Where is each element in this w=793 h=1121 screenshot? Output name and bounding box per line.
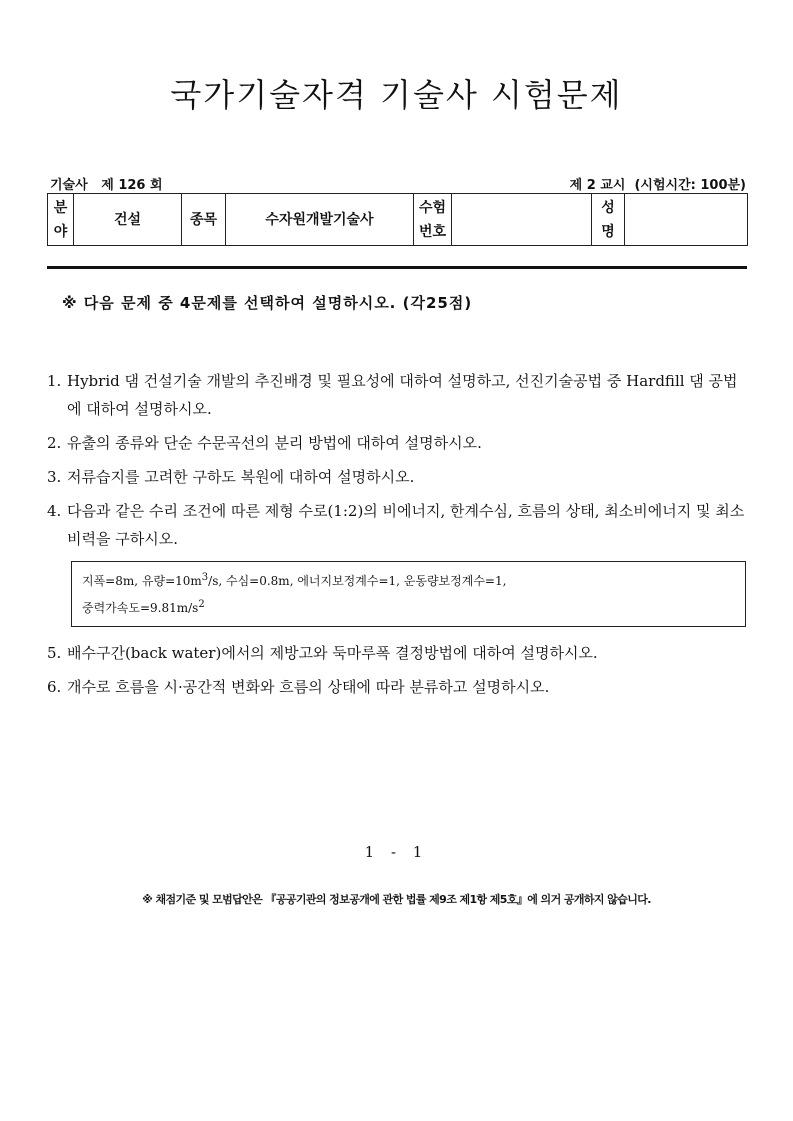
- question-number: 1.: [47, 372, 62, 390]
- question-text: 저류습지를 고려한 구하도 복원에 대하여 설명하시오.: [67, 468, 415, 486]
- question-text: 다음과 같은 수리 조건에 따른 제형 수로(1:2)의 비에너지, 한계수심, 흐름의 상태, 최소비에너지 및 최소비력을 구하시오.: [67, 502, 745, 548]
- question-number: 2.: [47, 434, 62, 452]
- header-divider: [47, 266, 747, 269]
- name-label-bottom: 명: [601, 223, 615, 240]
- question-item: [47, 673, 752, 701]
- question-text: 유출의 종류와 단순 수문곡선의 분리 방법에 대하여 설명하시오.: [67, 434, 482, 452]
- field-label-cell: [48, 194, 74, 246]
- field-value: 건설: [74, 194, 182, 246]
- name-field[interactable]: [625, 194, 748, 246]
- question-item: [47, 429, 752, 457]
- question-list: [47, 367, 752, 707]
- question-item: [47, 639, 752, 667]
- question-number: 5.: [47, 644, 62, 662]
- question-number: 4.: [47, 502, 62, 520]
- name-label-cell: [592, 194, 625, 246]
- field-label-bottom: 야: [53, 223, 68, 240]
- exam-round: 기술사 제 126 회: [50, 178, 163, 193]
- given-line-1: 지폭=8m, 유량$=10m^3/s$, 수심=0.8m, 에너지보정계수=1, 운동량보정계수=1,: [82, 572, 507, 588]
- exam-number-label-top: 수험: [418, 199, 447, 216]
- question-item: [47, 367, 752, 423]
- question-text: Hybrid 댐 건설기술 개발의 추진배경 및 필요성에 대하여 설명하고, 선진기술공법 중 Hardfill 댐 공법에 대하여 설명하시오.: [67, 372, 738, 418]
- exam-info-table: [47, 193, 748, 246]
- exam-session: 제 2 교시 (시험시간: 100분): [569, 178, 746, 193]
- footnote: ※ 채점기준 및 모범답안은 『공공기관의 정보공개에 관한 법률 제9조 제1항 제5호』에 의거 공개하지 않습니다.: [142, 893, 651, 906]
- exam-number-label-cell: [414, 194, 452, 246]
- question-number: 6.: [47, 678, 62, 696]
- question-number: 3.: [47, 468, 62, 486]
- category-label: 종목: [182, 194, 226, 246]
- field-label-top: 분: [53, 199, 68, 216]
- question-text: 개수로 흐름을 시·공간적 변화와 흐름의 상태에 따라 분류하고 설명하시오.: [67, 678, 550, 696]
- page-number: 1 - 1: [364, 843, 429, 861]
- category-value: 수자원개발기술사: [226, 194, 414, 246]
- exam-number-field[interactable]: [452, 194, 592, 246]
- name-label-top: 성: [601, 199, 615, 216]
- page-title: 국가기술자격 기술사 시험문제: [170, 76, 623, 114]
- exam-number-label-bottom: 번호: [418, 223, 447, 240]
- given-conditions-box: [71, 561, 746, 627]
- question-text: 배수구간(back water)에서의 제방고와 둑마루폭 결정방법에 대하여 설명하시오.: [67, 644, 598, 662]
- instruction-text: ※ 다음 문제 중 4문제를 선택하여 설명하시오. (각25점): [62, 294, 473, 312]
- given-line-2: 중력가속도$=9.81m/s^2$: [82, 599, 205, 615]
- question-item: [47, 497, 752, 553]
- question-item: [47, 463, 752, 491]
